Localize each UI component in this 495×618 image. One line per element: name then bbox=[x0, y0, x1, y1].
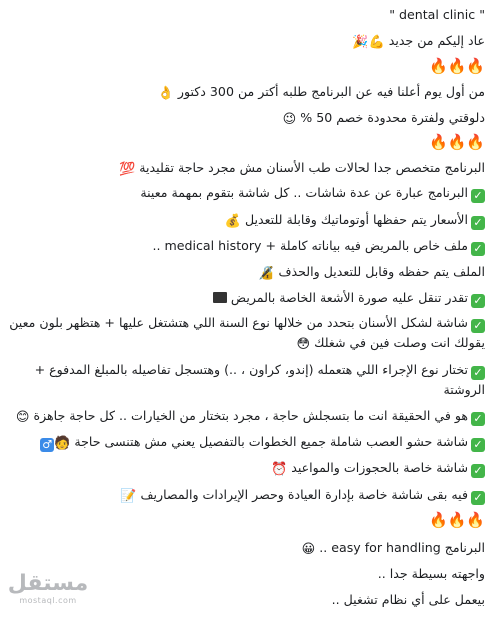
fire-icon: 🔥 bbox=[447, 133, 467, 151]
check-mark-icon: ✓ bbox=[471, 189, 485, 203]
grinning-face-icon: 😀 bbox=[301, 542, 316, 557]
check-mark-icon: ✓ bbox=[471, 294, 485, 308]
flexed-biceps-icon: 💪 bbox=[368, 35, 385, 50]
fire-icon: 🔥 bbox=[466, 57, 485, 75]
list-item: ✓فيه بقى شاشة خاصة بإدارة العيادة وحصر الإيرادات والمصاريف 📝 bbox=[8, 485, 485, 505]
fire-icon: 🔥 bbox=[466, 133, 485, 151]
watermark-logo bbox=[6, 572, 90, 606]
post-line: الملف يتم حفظه وقابل للتعديل والحذف 🔏 bbox=[258, 264, 485, 281]
lock-with-pen-icon: 🔏 bbox=[258, 266, 275, 281]
flushed-face-icon: 😳 bbox=[296, 337, 311, 352]
post-line: من أول يوم أعلنا فيه عن البرنامج طلبه أكتر من 300 دكتور 👌 bbox=[157, 84, 485, 101]
fire-row bbox=[8, 57, 485, 76]
desktop-computer-icon bbox=[213, 292, 227, 303]
fire-row bbox=[8, 133, 485, 152]
list-item: ✓ملف خاص بالمريض فيه بياناته كاملة + medical history .. bbox=[8, 236, 485, 256]
check-mark-icon: ✓ bbox=[471, 438, 485, 452]
check-mark-icon: ✓ bbox=[471, 216, 485, 230]
fire-icon: 🔥 bbox=[447, 57, 467, 75]
list-item: ✓شاشة حشو العصب شاملة جميع الخطوات بالتفصيل يعني مش هتنسى حاجة 🧑♂ bbox=[8, 432, 485, 452]
list-item: ✓البرنامج عبارة عن عدة شاشات .. كل شاشة بتقوم بمهمة معينة bbox=[8, 183, 485, 203]
fire-icon: 🔥 bbox=[447, 511, 467, 529]
watermark-domain: mostaql.com bbox=[19, 596, 77, 605]
hundred-points-icon: 💯 bbox=[119, 162, 136, 177]
ok-hand-icon: 👌 bbox=[157, 86, 174, 101]
check-mark-icon: ✓ bbox=[471, 366, 485, 380]
check-mark-icon: ✓ bbox=[471, 412, 485, 426]
memo-icon: 📝 bbox=[120, 489, 137, 504]
list-item: ✓هو في الحقيقة انت ما بتسجلش حاجة ، مجرد بتختار من الخيارات .. كل حاجة جاهزة 😊 bbox=[8, 406, 485, 426]
check-mark-icon: ✓ bbox=[471, 464, 485, 478]
check-mark-icon: ✓ bbox=[471, 491, 485, 505]
check-mark-icon: ✓ bbox=[471, 242, 485, 256]
male-sign-icon: ♂ bbox=[40, 438, 54, 452]
list-item: ✓شاشة خاصة بالحجوزات والمواعيد ⏰ bbox=[8, 458, 485, 478]
post-line: البرنامج متخصص جدا لحالات طب الأسنان مش مجرد حاجة تقليدية 💯 bbox=[119, 160, 485, 177]
post-line: بيعمل على أي نظام تشغيل .. bbox=[331, 592, 485, 607]
winking-face-icon: 😉 bbox=[282, 112, 297, 127]
fire-icon: 🔥 bbox=[428, 133, 448, 151]
fire-icon: 🔥 bbox=[466, 511, 485, 529]
post-line: عاد إليكم من جديد 💪🎉 bbox=[352, 33, 485, 50]
post-line: دلوقتي ولفترة محدودة خصم 50 % 😉 bbox=[282, 110, 485, 127]
health-worker-icon: 🧑 bbox=[54, 436, 71, 451]
list-item: ✓الأسعار يتم حفظها أوتوماتيك وقابلة للتعديل 💰 bbox=[8, 210, 485, 230]
watermark-name: مستقل bbox=[7, 571, 89, 596]
check-mark-icon: ✓ bbox=[471, 319, 485, 333]
post-line: واجهته بسيطة جدا .. bbox=[377, 566, 485, 581]
fire-icon: 🔥 bbox=[428, 511, 448, 529]
smiling-face-icon: 😊 bbox=[15, 410, 30, 425]
list-item: ✓تختار نوع الإجراء اللي هتعمله (إندو، كراون ، ..) وهتسجل تفاصيله بالمبلغ المدفوع + الروشتة bbox=[34, 362, 485, 397]
alarm-clock-icon: ⏰ bbox=[271, 462, 288, 477]
fire-icon: 🔥 bbox=[428, 57, 448, 75]
fire-row bbox=[8, 511, 485, 530]
list-item: ✓شاشة لشكل الأسنان بتحدد من خلالها نوع السنة اللي هتشتغل عليها + هتظهر بلون معين يقولك انت وصلت فين في شغلك 😳 bbox=[9, 315, 485, 352]
list-item: ✓تقدر تنقل عليه صورة الأشعة الخاصة بالمريض bbox=[8, 288, 485, 308]
party-popper-icon: 🎉 bbox=[352, 35, 369, 50]
post-line: البرنامج easy for handling .. 😀 bbox=[301, 540, 485, 557]
money-bag-icon: 💰 bbox=[224, 214, 241, 229]
post-line: " dental clinic " bbox=[389, 7, 485, 22]
